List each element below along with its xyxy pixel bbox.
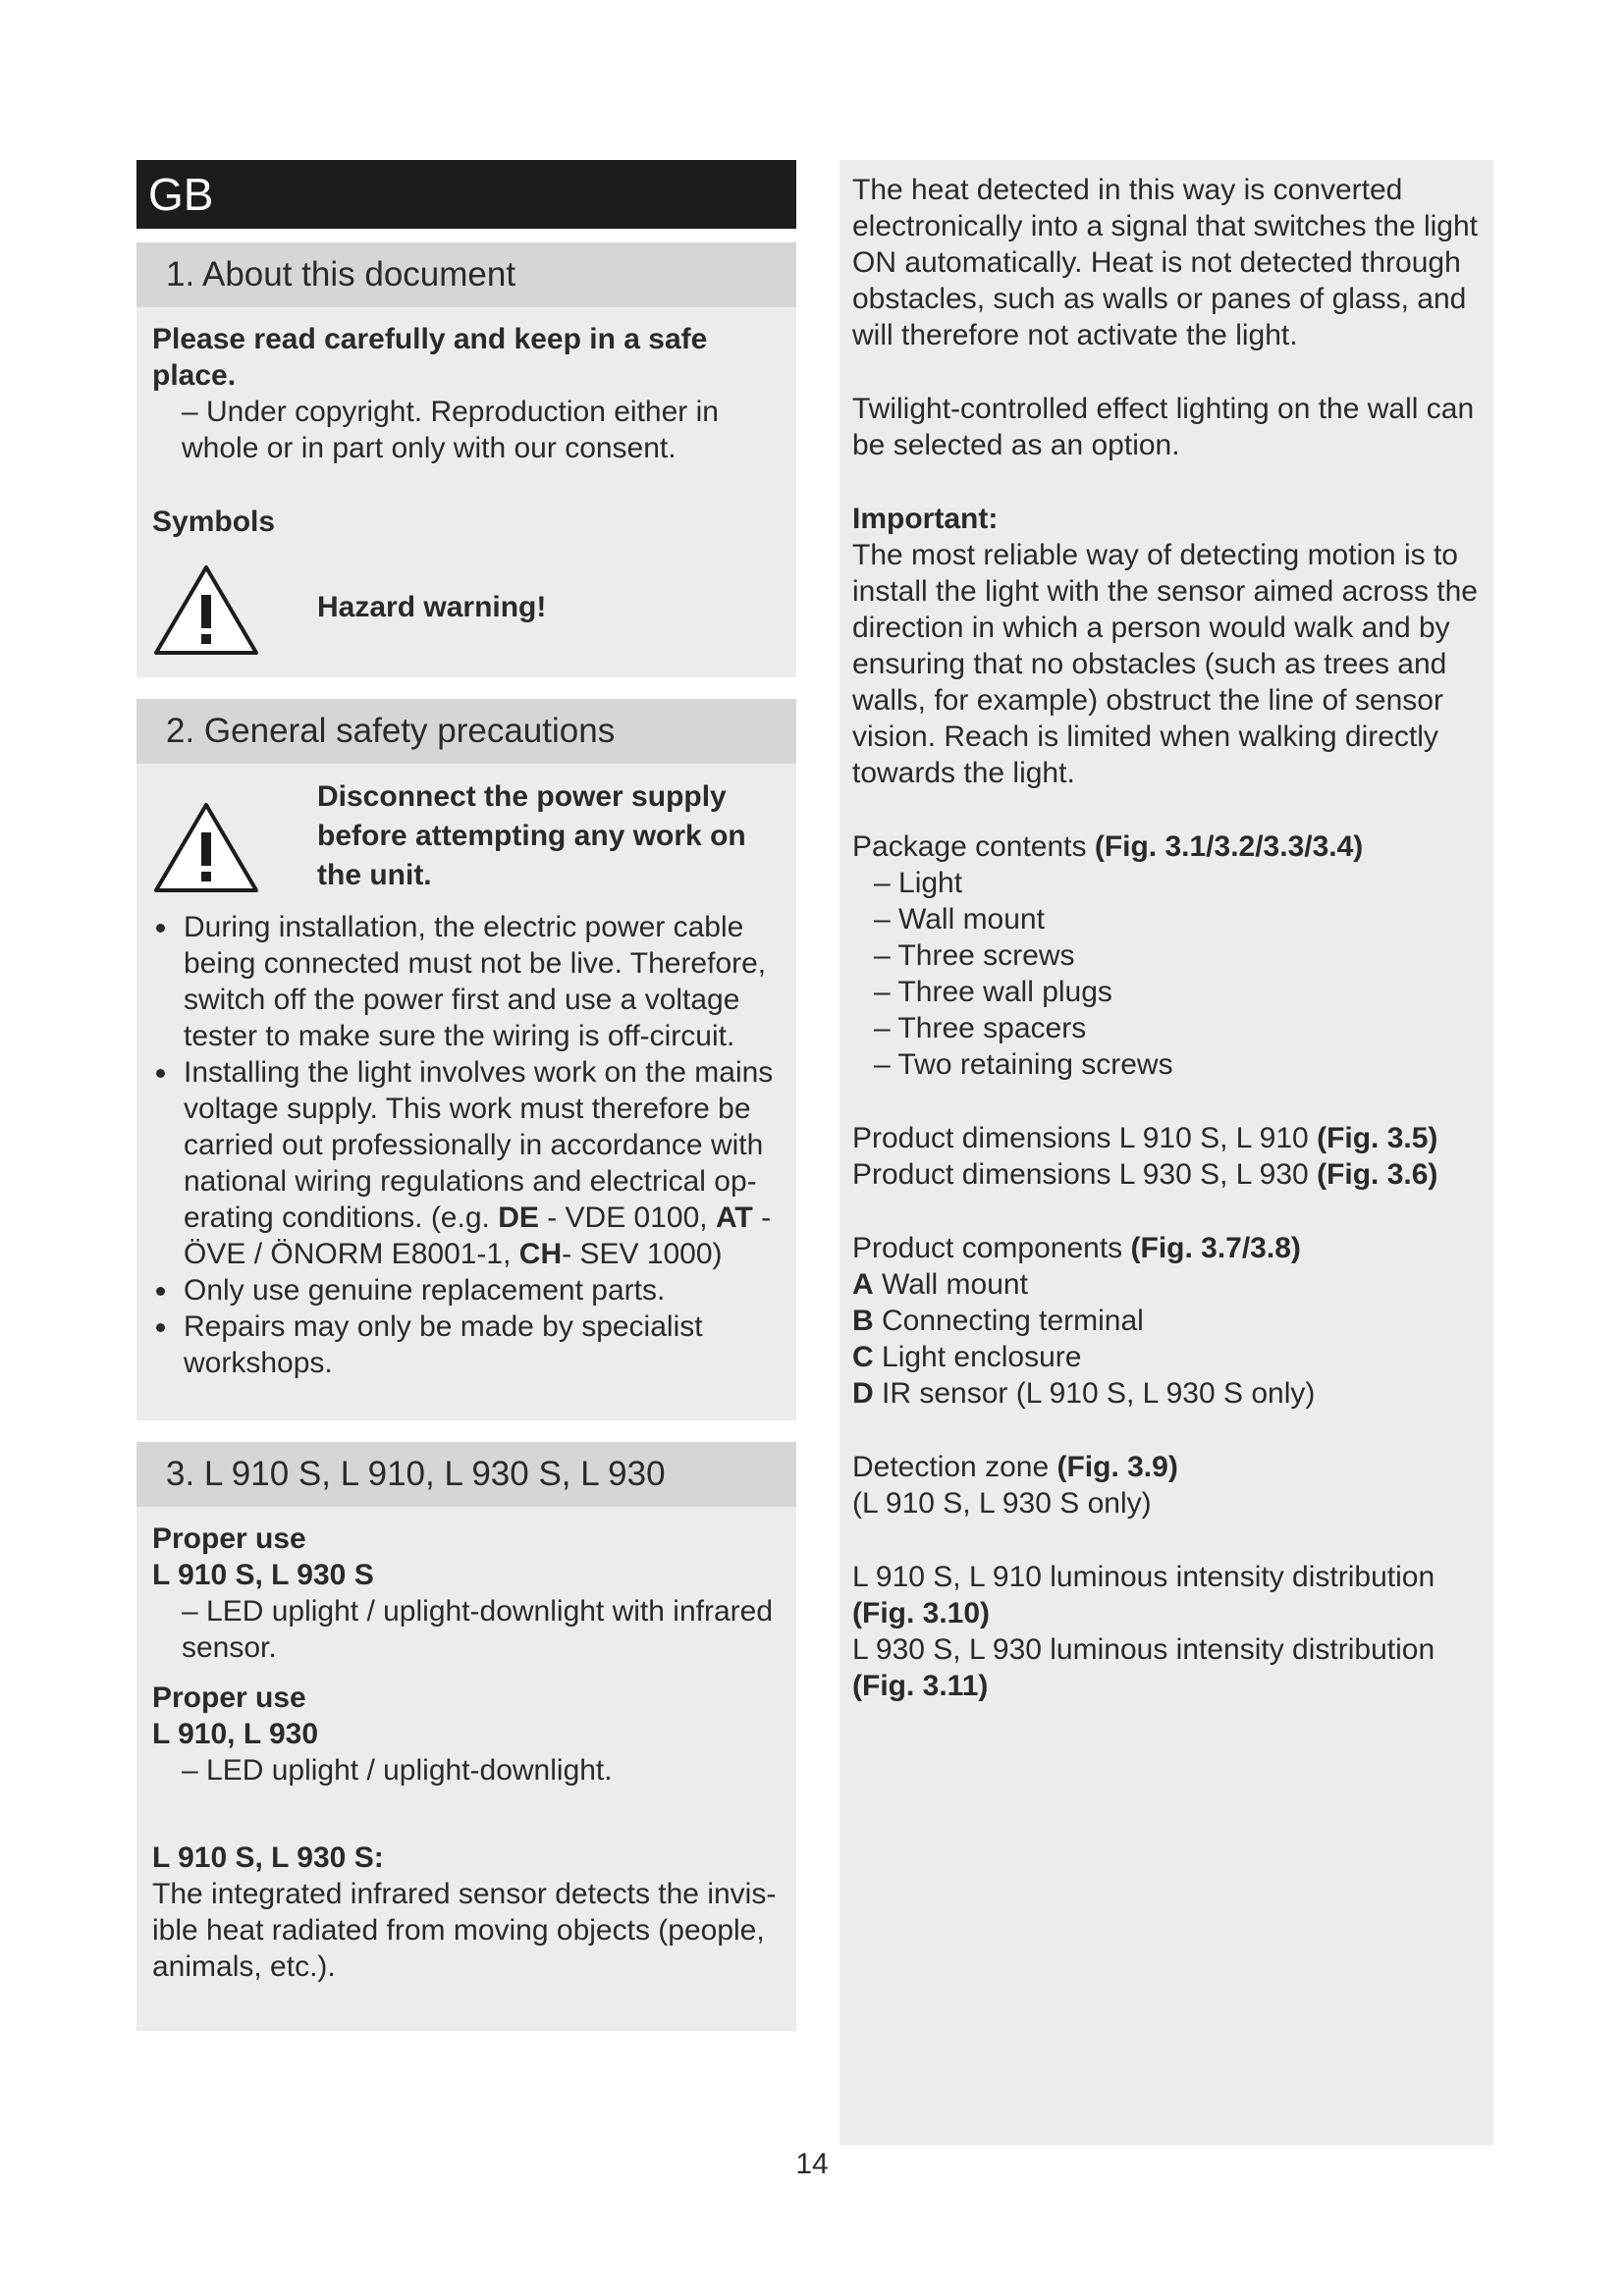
right-column <box>839 160 1493 2145</box>
components-heading: Product components (Fig. 3.7/3.8) <box>852 1232 1301 1264</box>
list-item: – Three spacers <box>874 1012 1087 1044</box>
page-number: 14 <box>795 2148 829 2180</box>
list-item: Installing the light involves work on the mains voltage supply. This work must therefore be carried out professionally in accordance with national wiring regulations and electrical op-erating conditions. (e.g. DE - VDE 0100, AT - ÖVE / ÖNORM E8001-1, CH- SEV 1000) <box>152 1054 781 1272</box>
copyright-note: – Under copyright. Reproduction either in whole or in part only with our consent. <box>182 396 719 464</box>
read-carefully-heading: Please read carefully and keep in a safe place. <box>152 323 708 392</box>
sensor-description: The integrated infrared sensor detects the invis-ible heat radiated from moving objects (people, animals, etc.). <box>152 1878 777 1983</box>
list-item: Repairs may only be made by specialist workshops. <box>152 1308 781 1381</box>
dimensions-line: Product dimensions L 930 S, L 930 (Fig. 3.6) <box>852 1158 1438 1191</box>
list-item: – Light <box>874 867 963 899</box>
hazard-warning-row <box>152 561 796 658</box>
power-warning-row <box>152 777 796 895</box>
section-title: 3. L 910 S, L 910, L 930 S, L 930 <box>136 1442 796 1507</box>
models-standard: L 910, L 930 <box>152 1718 319 1750</box>
proper-use-heading: Proper use <box>152 1522 306 1555</box>
heat-detection-text: The heat detected in this way is converted electronically into a signal that switches the light ON automatically. Heat is not detected through obstacles, such as walls or panes of glass, and will therefore not activate the light. <box>852 174 1479 351</box>
proper-use-description: – LED uplight / uplight-downlight. <box>182 1754 613 1787</box>
power-warning-text: Disconnect the power supply before attempting any work on the unit. <box>317 780 746 891</box>
left-column <box>136 160 796 2031</box>
list-item: – Three screws <box>874 939 1075 972</box>
section-about-document <box>136 242 796 677</box>
language-header: GB <box>136 160 796 229</box>
hazard-warning-icon <box>152 561 260 658</box>
luminous-distribution-930-fig: (Fig. 3.11) <box>852 1670 989 1702</box>
important-text: The most reliable way of detecting motion is to install the light with the sensor aimed across the direction in which a person would walk and by ensuring that no obstacles (such as trees and walls, for example) obstruct the line of sensor vision. Reach is limited when walking directly towards the light. <box>852 539 1478 789</box>
package-contents-list <box>852 865 1481 1083</box>
component-item: C Light enclosure <box>852 1341 1082 1373</box>
list-item: Only use genuine replacement parts. <box>152 1272 781 1308</box>
symbols-heading: Symbols <box>152 506 276 538</box>
section-safety-precautions <box>136 699 796 1420</box>
component-item: B Connecting terminal <box>852 1305 1144 1337</box>
proper-use-description: – LED uplight / uplight-downlight with infrared sensor. <box>182 1595 774 1664</box>
hazard-warning-icon <box>152 799 260 895</box>
twilight-text: Twilight-controlled effect lighting on the wall can be selected as an option. <box>852 393 1475 461</box>
section-title: 1. About this document <box>136 242 796 307</box>
sensor-heading: L 910 S, L 930 S: <box>152 1842 384 1874</box>
list-item: – Three wall plugs <box>874 976 1112 1008</box>
proper-use-heading: Proper use <box>152 1682 306 1714</box>
safety-bullet-list <box>152 909 781 1381</box>
list-item: – Wall mount <box>874 903 1045 935</box>
section-product-models <box>136 1442 796 2031</box>
list-item: – Two retaining screws <box>874 1048 1173 1081</box>
component-item: D IR sensor (L 910 S, L 930 S only) <box>852 1377 1316 1410</box>
detection-zone-note: (L 910 S, L 930 S only) <box>852 1487 1152 1520</box>
dimensions-line: Product dimensions L 910 S, L 910 (Fig. 3.5) <box>852 1122 1438 1154</box>
important-heading: Important: <box>852 503 999 535</box>
list-item: During installation, the electric power cable being connected must not be live. Therefore, switch off the power first and use a voltage tester to make sure the wiring is off-circuit. <box>152 909 781 1054</box>
component-item: A Wall mount <box>852 1268 1028 1301</box>
luminous-distribution-910-fig: (Fig. 3.10) <box>852 1597 991 1629</box>
models-sensor: L 910 S, L 930 S <box>152 1559 374 1591</box>
luminous-distribution-910: L 910 S, L 910 luminous intensity distribution <box>852 1561 1435 1593</box>
detection-zone-heading: Detection zone (Fig. 3.9) <box>852 1451 1178 1483</box>
luminous-distribution-930: L 930 S, L 930 luminous intensity distribution <box>852 1633 1435 1666</box>
package-contents-heading: Package contents (Fig. 3.1/3.2/3.3/3.4) <box>852 830 1364 863</box>
section-title: 2. General safety precautions <box>136 699 796 764</box>
hazard-warning-label: Hazard warning! <box>317 591 547 623</box>
